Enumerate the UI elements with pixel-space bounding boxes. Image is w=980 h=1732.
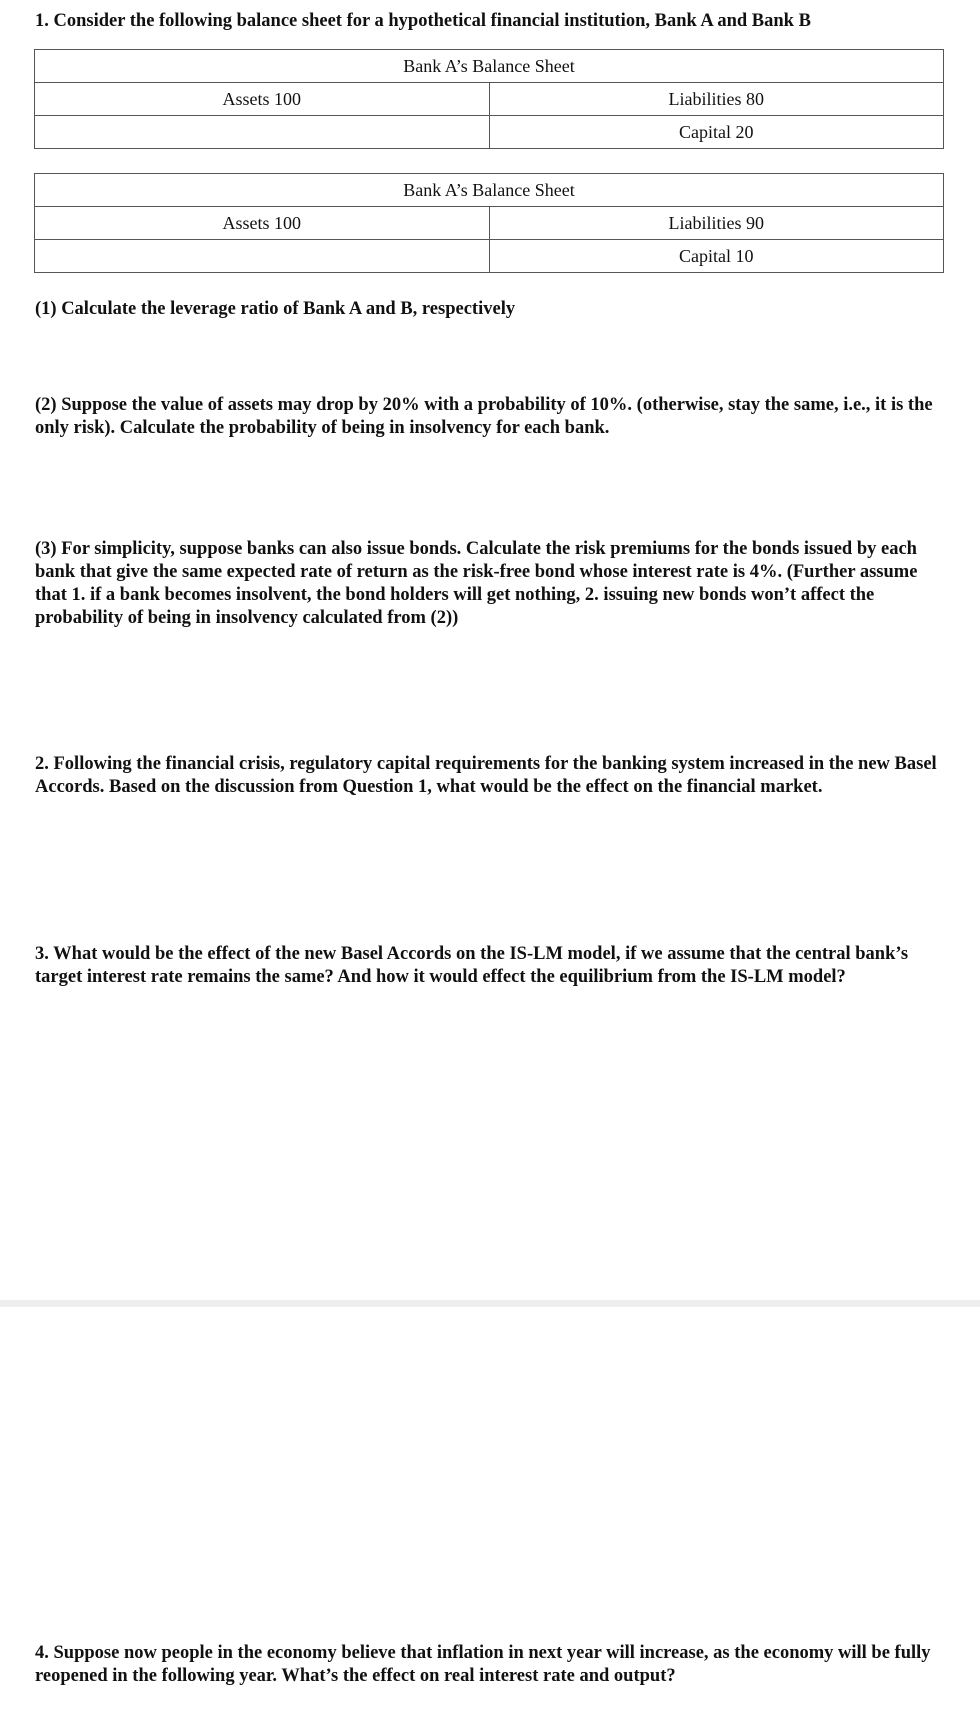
- question-1-part-2: (2) Suppose the value of assets may drop by 20% with a probability of 10%. (otherwise, stay the same, i.e., it is the only risk). Calculate the probability of being in insolvency for each bank.: [35, 395, 933, 438]
- balance-sheet-title: Bank A’s Balance Sheet: [35, 50, 944, 83]
- question-3: 3. What would be the effect of the new Basel Accords on the IS-LM model, if we assume that the central bank’s target interest rate remains the same? And how it would effect the equilibrium from the IS-LM model?: [35, 944, 909, 987]
- liabilities-cell: Liabilities 80: [489, 83, 944, 116]
- capital-cell: Capital 20: [489, 116, 944, 149]
- empty-cell: [35, 116, 490, 149]
- question-1-part-3: (3) For simplicity, suppose banks can also issue bonds. Calculate the risk premiums for the bonds issued by each bank that give the same expected rate of return as the risk-free bond whose interest rate is 4%. (Further assume that 1. if a bank becomes insolvent, the bond holders will get nothing, 2. issuing new bonds won’t affect the probability of being in insolvency calculated from (2)): [35, 539, 918, 628]
- liabilities-cell: Liabilities 90: [489, 207, 944, 240]
- bank-a-balance-sheet-table: [34, 49, 944, 149]
- assets-cell: Assets 100: [35, 83, 490, 116]
- question-4: 4. Suppose now people in the economy believe that inflation in next year will increase, as the economy will be fully reopened in the following year. What’s the effect on real interest rate and output?: [35, 1643, 931, 1686]
- question-1-heading: 1. Consider the following balance sheet for a hypothetical financial institution, Bank A and Bank B: [35, 11, 811, 31]
- assets-cell: Assets 100: [35, 207, 490, 240]
- bank-b-balance-sheet-table: [34, 173, 944, 273]
- question-1-part-1: (1) Calculate the leverage ratio of Bank A and B, respectively: [35, 299, 516, 319]
- balance-sheet-title: Bank A’s Balance Sheet: [35, 174, 944, 207]
- capital-cell: Capital 10: [489, 240, 944, 273]
- page-break-divider: [0, 1300, 980, 1307]
- empty-cell: [35, 240, 490, 273]
- question-2: 2. Following the financial crisis, regulatory capital requirements for the banking system increased in the new Basel Accords. Based on the discussion from Question 1, what would be the effect on the financial market.: [35, 754, 937, 797]
